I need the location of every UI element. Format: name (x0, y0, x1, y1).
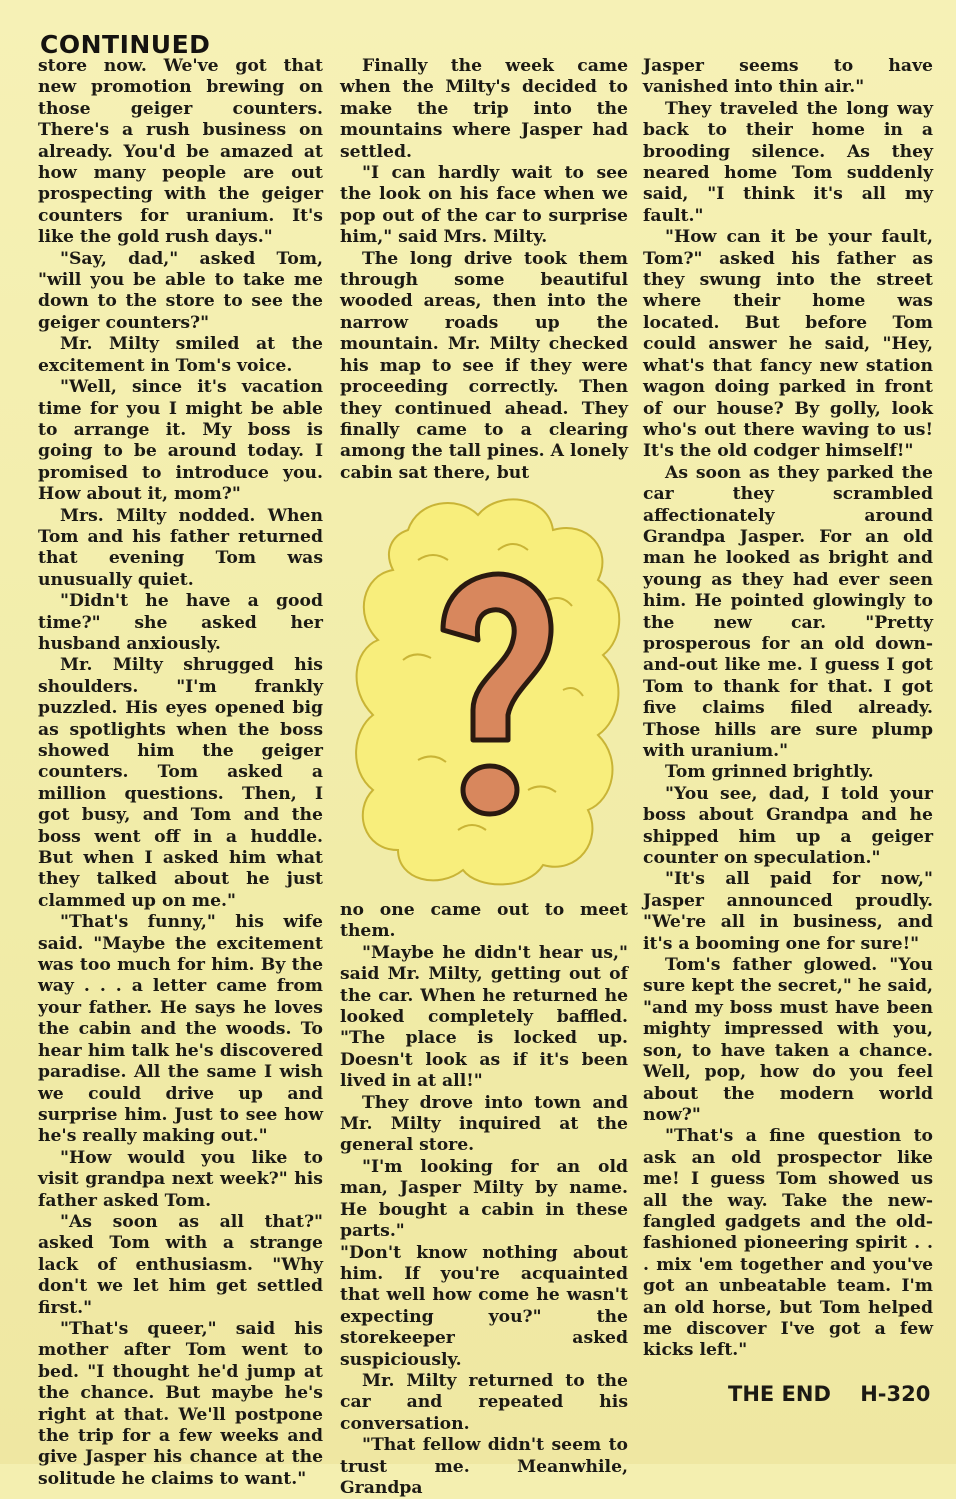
text-column-1 (38, 56, 323, 1490)
text-column-2-top (340, 56, 628, 484)
paragraph: "That's queer," said his mother after Tom went to bed. "I thought he'd jump at the chance. But maybe he's right at that. We'll postpone the trip for a few weeks and give Jasper his chance at the solitude he claims to want." (38, 1318, 323, 1489)
paragraph: Mr. Milty smiled at the excitement in Tom's voice. (38, 334, 323, 376)
paragraph: "That's funny," his wife said. "Maybe the excitement was too much for him. By the way . . . a letter came from your father. He says he loves the cabin and the woods. To hear him talk he's discovered paradise. All the same I wish we could drive up and surprise him. Just to see how he's really making out." (38, 912, 323, 1147)
paragraph: "You see, dad, I told your boss about Grandpa and he shipped him up a geiger counter on speculation." (643, 783, 933, 869)
paragraph: Finally the week came when the Milty's decided to make the trip into the mountains where Jasper had settled. (340, 56, 628, 162)
story-end (728, 1382, 930, 1406)
text-column-3 (643, 56, 933, 1362)
paragraph: "Say, dad," asked Tom, "will you be able to take me down to the store to see the geiger counters?" (38, 248, 323, 333)
paragraph: "Maybe he didn't hear us," said Mr. Milty, getting out of the car. When he returned he looked completely baffled. "The place is locked up. Doesn't look as if it's been lived in at all!" (340, 942, 628, 1092)
paragraph: The long drive took them through some beautiful wooded areas, then into the narrow roads up the mountain. Mr. Milty checked his map to see if they were proceeding correctly. Then they continued ahead. They finally came to a clearing among the tall pines. A lonely cabin sat there, but (340, 248, 628, 483)
paragraph: Tom's father glowed. "You sure kept the secret," he said, "and my boss must have been mighty impressed with you, son, to have taken a chance. Well, pop, how do you feel about the modern world now?" (643, 955, 933, 1125)
story-code: H-320 (860, 1382, 931, 1406)
paragraph: no one came out to meet them. (340, 900, 628, 942)
paragraph: "That's a fine question to ask an old prospector like me! I guess Tom showed us all the way. Take the new-fangled gadgets and the old-fashioned pioneering spirit . . . mix 'em together and you've got an unbeatable team. I'm an old horse, but Tom helped me discover I've got a few kicks left." (643, 1126, 933, 1361)
paragraph: Mr. Milty shrugged his shoulders. "I'm frankly puzzled. His eyes opened big as spotlights when the boss showed him the geiger counters. Tom asked a million questions. Then, I got busy, and Tom and the boss went off in a huddle. But when I asked him what they talked about he just clammed up on me." (38, 655, 323, 911)
paragraph: "I'm looking for an old man, Jasper Milty by name. He bought a cabin in these parts." (340, 1156, 628, 1242)
paragraph: "It's all paid for now," Jasper announced proudly. "We're all in business, and it's a booming one for sure!" (643, 869, 933, 954)
paragraph: "I can hardly wait to see the look on his face when we pop out of the car to surprise him," said Mrs. Milty. (340, 163, 628, 248)
paragraph: Mrs. Milty nodded. When Tom and his father returned that evening Tom was unusually quiet. (38, 505, 323, 590)
paragraph: "As soon as all that?" asked Tom with a strange lack of enthusiasm. "Why don't we let him get settled first." (38, 1211, 323, 1318)
paragraph: As soon as they parked the car they scrambled affectionately around Grandpa Jasper. For an old man he looked as bright and young as they had ever seen him. He pointed glowingly to the new car. "Pretty prosperous for an old down-and-out like me. I guess I got Tom to thank for that. I got five claims filed already. Those hills are sure plump with uranium." (643, 462, 933, 761)
paragraph: "How can it be your fault, Tom?" asked his father as they swung into the street where their home was located. But before Tom could answer he said, "Hey, what's that fancy new station wagon doing parked in front of our house? By golly, look who's out there waving to us! It's the old codger himself!" (643, 227, 933, 462)
paragraph: "Didn't he have a good time?" she asked her husband anxiously. (38, 591, 323, 654)
paragraph: "Don't know nothing about him. If you're acquainted that well how come he wasn't expecting you?" the storekeeper asked suspiciously. (340, 1242, 628, 1370)
paragraph: Mr. Milty returned to the car and repeated his conversation. (340, 1370, 628, 1434)
paragraph: "Well, since it's vacation time for you I might be able to arrange it. My boss is going to be around today. I promised to introduce you. How about it, mom?" (38, 377, 323, 505)
paragraph: They drove into town and Mr. Milty inquired at the general store. (340, 1092, 628, 1156)
paragraph: "That fellow didn't seem to trust me. Meanwhile, Grandpa (340, 1435, 628, 1498)
text-column-2-bottom (340, 900, 628, 1499)
question-mark-dot (463, 766, 517, 814)
paragraph: They traveled the long way back to their home in a brooding silence. As they neared home Tom suddenly said, "I think it's all my fault." (643, 98, 933, 226)
page-heading: CONTINUED (40, 30, 211, 59)
paragraph: "How would you like to visit grandpa next week?" his father asked Tom. (38, 1147, 323, 1211)
question-mark-cloud-icon (348, 490, 628, 890)
the-end-label: THE END (728, 1382, 831, 1406)
paragraph: store now. We've got that new promotion brewing on those geiger counters. There's a rush business on already. You'd be amazed at how many people are out prospecting with the geiger counters for uranium. It's like the gold rush days." (38, 56, 323, 248)
paragraph: Jasper seems to have vanished into thin air." (643, 56, 933, 98)
paragraph: Tom grinned brightly. (665, 762, 874, 783)
